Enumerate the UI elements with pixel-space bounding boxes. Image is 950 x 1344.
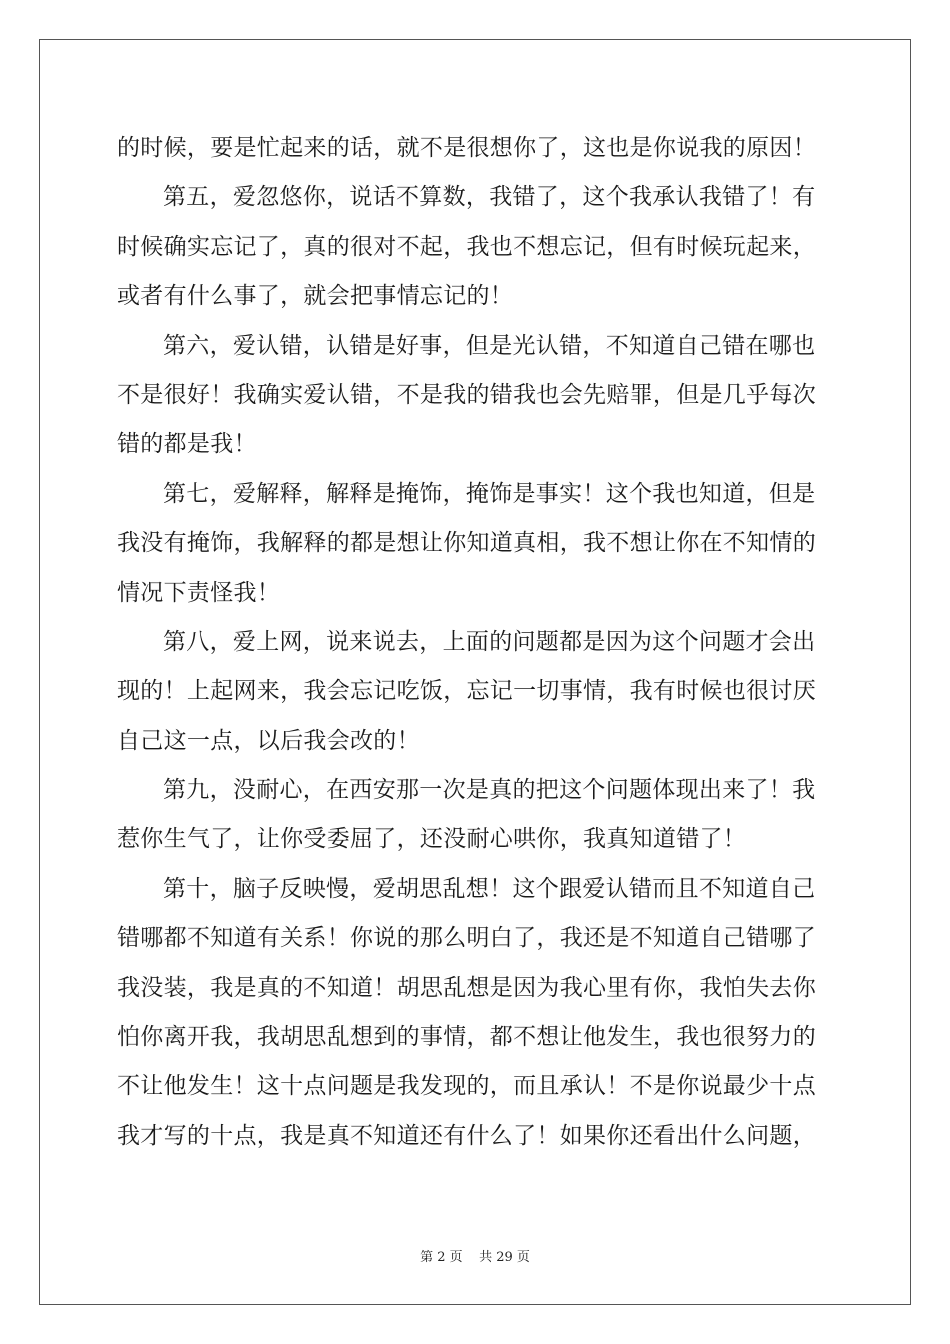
text-line: 自己这一点，以后我会改的！ [117, 727, 420, 754]
text-line: 情况下责怪我！ [117, 579, 281, 606]
text-line: 我没装，我是真的不知道！胡思乱想是因为我心里有你，我怕失去你 [117, 974, 816, 1001]
text-line: 怕你离开我，我胡思乱想到的事情，都不想让他发生，我也很努力的 [117, 1024, 816, 1051]
page-number-footer: 第 2 页 共 29 页 [420, 1250, 530, 1265]
text-line: 第八，爱上网，说来说去，上面的问题都是因为这个问题才会出 [163, 628, 816, 655]
text-line: 惹你生气了，让你受委屈了，还没耐心哄你，我真知道错了！ [117, 826, 747, 853]
text-line: 错哪都不知道有关系！你说的那么明白了，我还是不知道自己错哪了 [117, 925, 816, 952]
text-line: 第七，爱解释，解释是掩饰，掩饰是事实！这个我也知道，但是 [163, 480, 816, 507]
text-line: 我才写的十点，我是真不知道还有什么了！如果你还看出什么问题， [117, 1122, 816, 1149]
text-line: 不是很好！我确实爱认错，不是我的错我也会先赔罪，但是几乎每次 [117, 381, 816, 408]
text-line: 现的！上起网来，我会忘记吃饭，忘记一切事情，我有时候也很讨厌 [117, 678, 816, 705]
text-line: 第五，爱忽悠你，说话不算数，我错了，这个我承认我错了！有 [163, 184, 816, 211]
text-line: 错的都是我！ [117, 431, 257, 458]
text-line: 第六，爱认错，认错是好事，但是光认错，不知道自己错在哪也 [163, 332, 816, 359]
text-line: 第九，没耐心，在西安那一次是真的把这个问题体现出来了！我 [163, 777, 816, 804]
text-line: 或者有什么事了，就会把事情忘记的！ [117, 283, 514, 310]
text-line: 不让他发生！这十点问题是我发现的，而且承认！不是你说最少十点 [117, 1073, 816, 1100]
text-line: 我没有掩饰，我解释的都是想让你知道真相，我不想让你在不知情的 [117, 530, 816, 557]
text-line: 第十，脑子反映慢，爱胡思乱想！这个跟爱认错而且不知道自己 [163, 875, 816, 902]
text-line: 时候确实忘记了，真的很对不起，我也不想忘记，但有时候玩起来， [117, 233, 816, 260]
document-body [117, 124, 837, 1161]
text-line: 的时候，要是忙起来的话，就不是很想你了，这也是你说我的原因！ [117, 135, 816, 161]
